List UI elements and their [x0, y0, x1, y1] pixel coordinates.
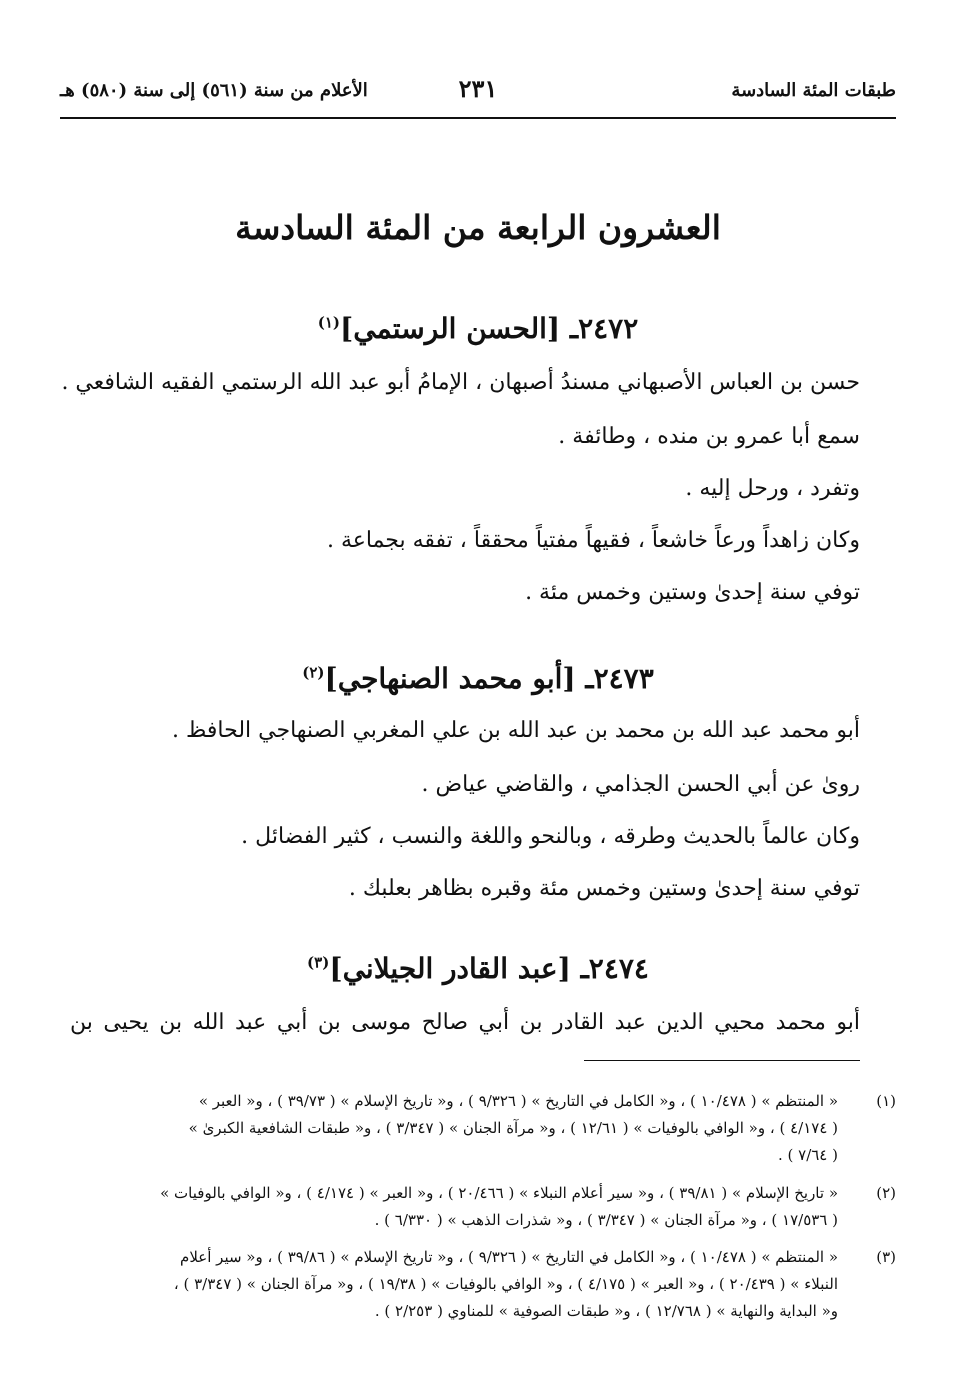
footnote-line: ( ١٧/٥٣٦ ) ، و« مرآة الجنان » ( ٣/٣٤٧ ) ، و« شذرات الذهب » ( ٦/٣٣٠ ) . — [374, 1211, 838, 1229]
chapter-title: العشرون الرابعة من المئة السادسة — [235, 208, 721, 247]
header-rule — [60, 117, 896, 119]
header-section-title: طبقات المئة السادسة — [731, 80, 896, 101]
entry-line: وكان عالماً بالحديث وطرقه ، وبالنحو واللغة والنسب ، كثير الفضائل . — [241, 824, 860, 849]
entry-line: حسن بن العباس الأصبهاني مسندُ أصبهان ، الإمامُ أبو عبد الله الرستمي الفقيه الشافعي . — [61, 370, 860, 395]
footnote-rule — [584, 1060, 860, 1061]
entry-heading: ٢٤٧٤ـ [عبد القادر الجيلاني] — [329, 952, 649, 985]
footnote-line: ( ٧/٦٤ ) . — [777, 1146, 838, 1164]
entry-title — [60, 662, 896, 695]
running-header — [60, 74, 896, 110]
entry-heading: ٢٤٧٣ـ [أبو محمد الصنهاجي] — [324, 662, 654, 695]
entry-title — [60, 952, 896, 985]
entry-line: توفي سنة إحدىٰ وستين وخمس مئة وقبره بظاهر بعلبك . — [348, 876, 860, 901]
footnote — [60, 1180, 896, 1234]
footnote-number: (١) — [876, 1092, 896, 1110]
entry-line: أبو محمد محيي الدين عبد القادر بن أبي صالح موسى بن أبي عبد الله بن يحيى بن — [70, 1010, 860, 1035]
footnote-line: « تاريخ الإسلام » ( ٣٩/٨١ ) ، و« سير أعلام النبلاء » ( ٢٠/٤٦٦ ) ، و« العبر » ( ٤/١٧٤ ) ، و« الوافي بالوفيات » — [160, 1184, 838, 1202]
footnote-line: ( ٤/١٧٤ ) ، و« الوافي بالوفيات » ( ١٢/٦١ ) ، و« مرآة الجنان » ( ٣/٣٤٧ ) ، و« طبقات الشافعية الكبرىٰ » — [188, 1119, 838, 1137]
footnote-number: (٢) — [876, 1184, 896, 1202]
entry-title — [60, 312, 896, 345]
footnote — [60, 1244, 896, 1325]
entry-line: وتفرد ، ورحل إليه . — [685, 476, 860, 501]
footnote-line: النبلاء » ( ٢٠/٤٣٩ ) ، و« العبر » ( ٤/١٧٥ ) ، و« الوافي بالوفيات » ( ١٩/٣٨ ) ، و« مرآة الجنان » ( ٣/٣٤٧ ) ، — [173, 1275, 838, 1293]
footnote — [60, 1088, 896, 1169]
footnote-marker: (٣) — [307, 953, 330, 972]
entry-line: أبو محمد عبد الله بن محمد بن عبد الله بن علي المغربي الصنهاجي الحافظ . — [172, 718, 860, 743]
footnote-line: و« البداية والنهاية » ( ١٢/٧٦٨ ) ، و« طبقات الصوفية » للمناوي ( ٢/٢٥٣ ) . — [374, 1302, 838, 1320]
footnote-marker: (١) — [317, 313, 341, 332]
footnote-marker: (٢) — [302, 663, 325, 682]
entry-line: وكان زاهداً ورعاً خاشعاً ، فقيهاً مفتياً محققاً ، تفقه بجماعة . — [326, 528, 860, 553]
footnote-line: « المنتظم » ( ١٠/٤٧٨ ) ، و« الكامل في التاريخ » ( ٩/٣٢٦ ) ، و« تاريخ الإسلام » ( ٣٩/٨٦ ) ، و« سير أعلام — [180, 1248, 838, 1266]
page-number: ٢٣١ — [458, 74, 498, 103]
entry-heading: ٢٤٧٢ـ [الحسن الرستمي] — [340, 312, 639, 345]
entry-line: روىٰ عن أبي الحسن الجذامي ، والقاضي عياض . — [421, 772, 860, 797]
header-range-title: الأعلام من سنة (٥٦١) إلى سنة (٥٨٠) هـ — [60, 80, 368, 101]
footnote-number: (٣) — [876, 1248, 896, 1266]
entry-line: توفي سنة إحدىٰ وستين وخمس مئة . — [525, 580, 860, 605]
footnote-line: « المنتظم » ( ١٠/٤٧٨ ) ، و« الكامل في التاريخ » ( ٩/٣٢٦ ) ، و« تاريخ الإسلام » ( ٣٩/٧٣ ) ، و« العبر » — [198, 1092, 838, 1110]
entry-line: سمع أبا عمرو بن منده ، وطائفة . — [558, 424, 860, 449]
